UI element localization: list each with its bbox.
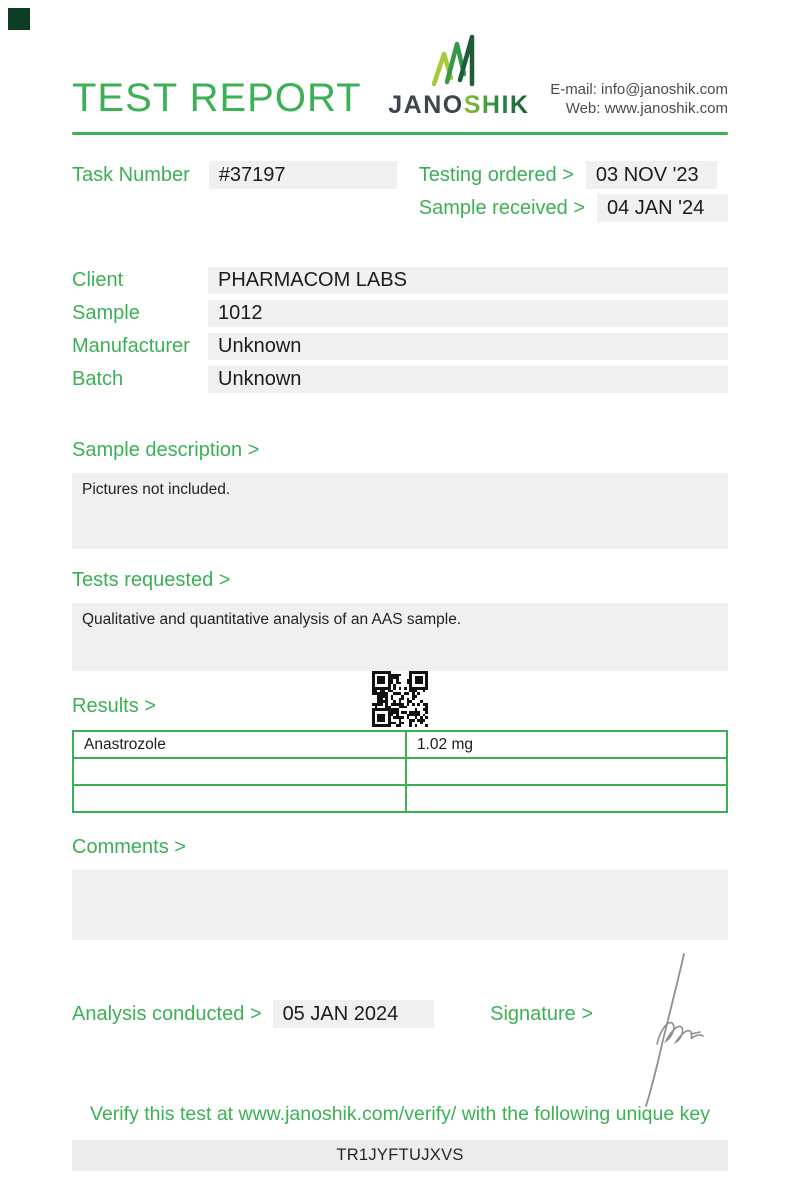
- verify-key: TR1JYFTUJXVS: [72, 1140, 728, 1171]
- comments-label: Comments >: [72, 836, 186, 858]
- batch-value: Unknown: [208, 366, 728, 393]
- table-row: [73, 731, 727, 758]
- result-cell-amount: [406, 785, 727, 812]
- task-number-value: #37197: [209, 161, 397, 189]
- table-row: [73, 785, 727, 812]
- manufacturer-value: Unknown: [208, 333, 728, 360]
- result-cell-substance: [73, 785, 406, 812]
- testing-ordered-value: 03 NOV '23: [586, 161, 717, 189]
- result-cell-substance: Anastrozole: [73, 731, 406, 758]
- rising-chart-icon: [426, 34, 492, 90]
- field-row-client: [72, 267, 728, 294]
- contact-email: E-mail: info@janoshik.com: [550, 81, 728, 98]
- tests-requested-label: Tests requested >: [72, 569, 231, 591]
- task-and-dates: [72, 161, 728, 222]
- contact-info: [550, 80, 728, 118]
- janoshik-logo: [388, 34, 529, 118]
- signature-scribble: [628, 950, 712, 1110]
- analysis-conducted-value: 05 JAN 2024: [273, 1000, 434, 1028]
- report-header: [72, 0, 728, 118]
- contact-web: Web: www.janoshik.com: [565, 100, 728, 117]
- analysis-conducted-row: [72, 1000, 434, 1028]
- logo-word-accent: SHIK: [463, 91, 530, 119]
- page-title: TEST REPORT: [72, 76, 362, 120]
- result-cell-amount: [406, 758, 727, 785]
- testing-ordered-row: [419, 161, 728, 189]
- result-cell-amount: 1.02 mg: [406, 731, 727, 758]
- logo-wordmark: [388, 93, 529, 118]
- results-label: Results >: [72, 695, 156, 717]
- comments-box: [72, 870, 728, 940]
- field-row-batch: [72, 366, 728, 393]
- manufacturer-label: Manufacturer: [72, 335, 190, 357]
- date-rows: [419, 161, 728, 222]
- sample-fields: [72, 267, 728, 393]
- qr-code: [372, 671, 428, 727]
- task-number-label: Task Number: [72, 164, 190, 186]
- testing-ordered-label: Testing ordered >: [418, 164, 574, 186]
- results-table: [72, 730, 728, 813]
- header-divider: [72, 132, 728, 135]
- results-section: [72, 671, 728, 813]
- client-label: Client: [72, 269, 124, 291]
- corner-mark: [8, 8, 30, 30]
- sample-received-value: 04 JAN '24: [597, 194, 728, 222]
- result-cell-substance: [73, 758, 406, 785]
- sample-value: 1012: [208, 300, 728, 327]
- field-row-manufacturer: [72, 333, 728, 360]
- sample-received-label: Sample received >: [418, 197, 585, 219]
- task-number-row: [72, 161, 397, 222]
- batch-label: Batch: [72, 368, 124, 390]
- sample-description-label: Sample description >: [72, 439, 260, 461]
- sample-label: Sample: [72, 302, 140, 324]
- sample-description-box: Pictures not included.: [72, 473, 728, 549]
- sample-received-row: [419, 194, 728, 222]
- analysis-conducted-label: Analysis conducted >: [72, 1003, 262, 1025]
- tests-requested-box: Qualitative and quantitative analysis of an AAS sample.: [72, 603, 728, 671]
- table-row: [73, 758, 727, 785]
- client-value: PHARMACOM LABS: [208, 267, 728, 294]
- signature-label: Signature >: [490, 1003, 593, 1025]
- logo-word-primary: JANO: [388, 91, 464, 119]
- analysis-signature-row: [72, 1000, 728, 1028]
- field-row-sample: [72, 300, 728, 327]
- verify-text: Verify this test at www.janoshik.com/verify/ with the following unique key: [90, 1103, 710, 1125]
